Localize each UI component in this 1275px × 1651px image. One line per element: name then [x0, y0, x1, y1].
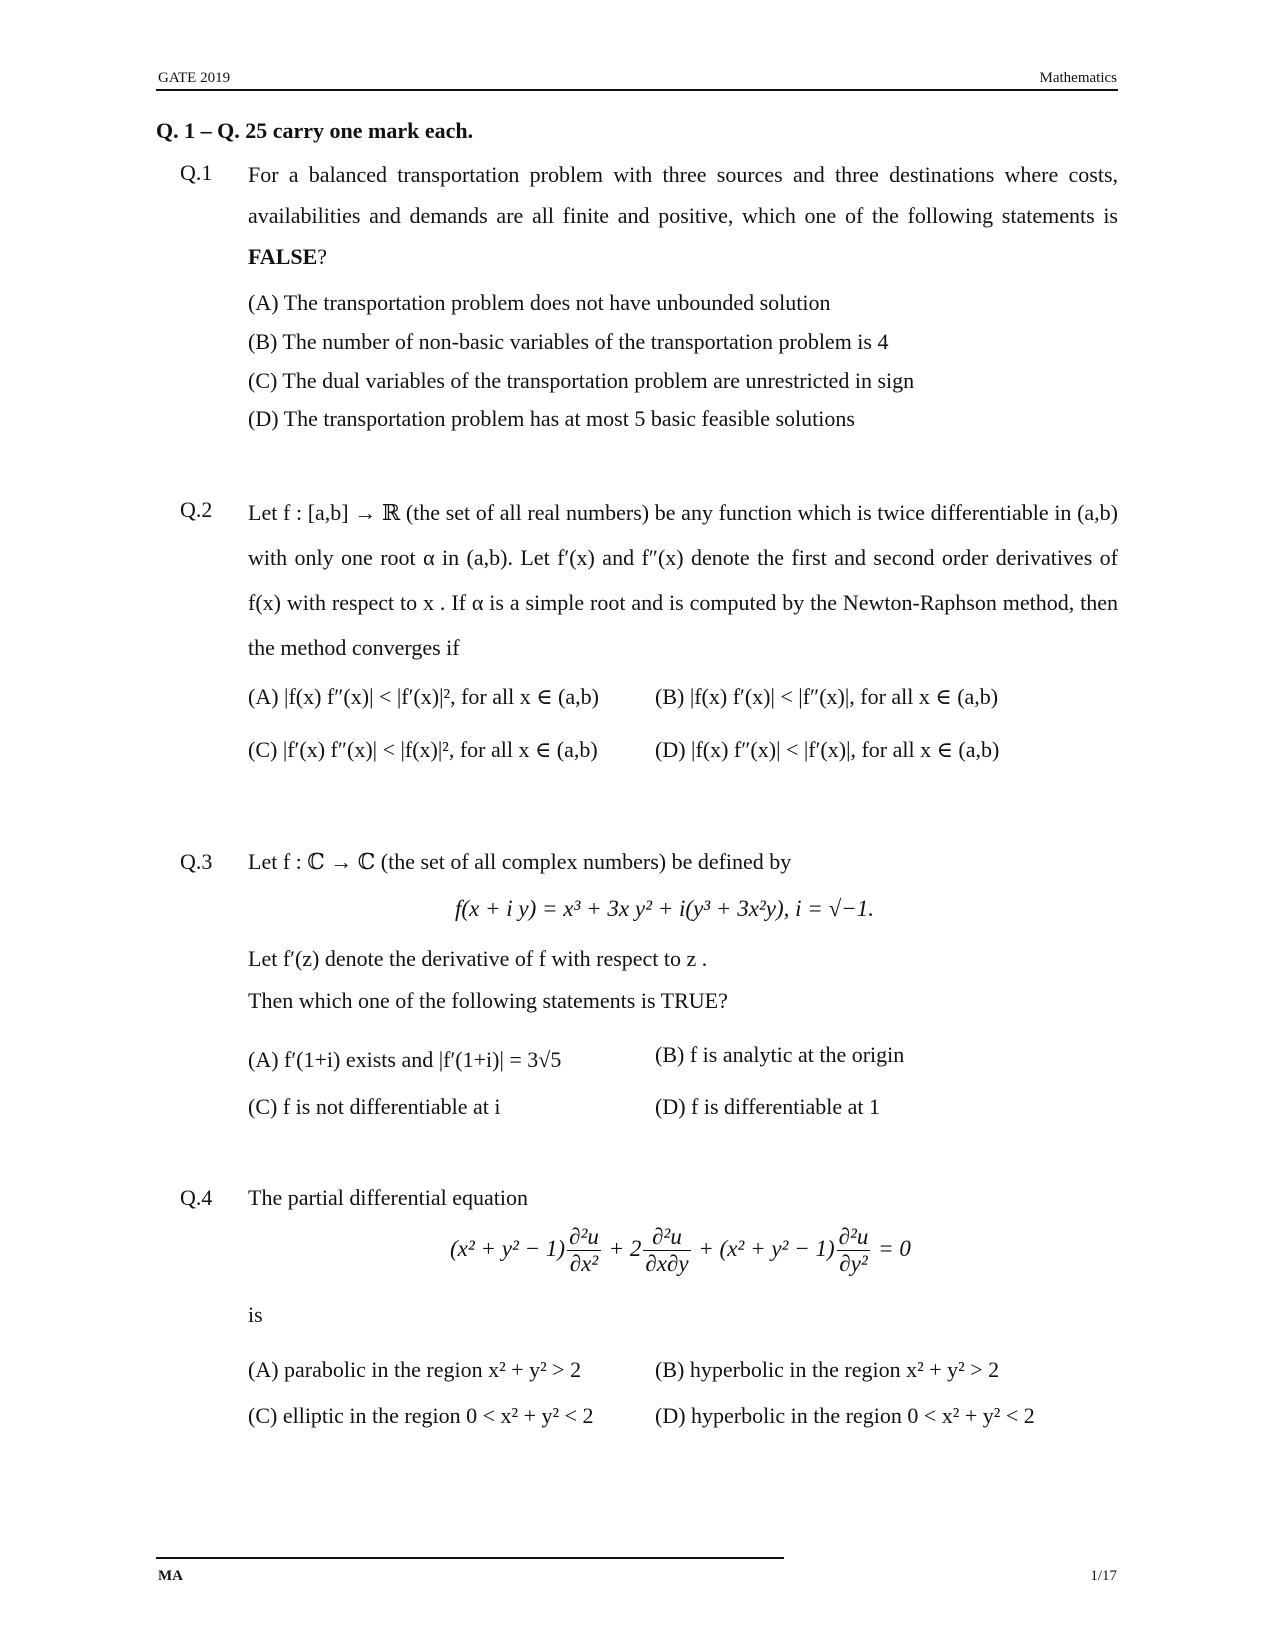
question-4-equation: [450, 1224, 911, 1277]
question-2-option-a[interactable]: (A) |f(x) f″(x)| < |f′(x)|², for all x ∈ (a,b): [248, 684, 599, 709]
question-3-number: Q.3: [180, 849, 213, 874]
pde-term-1-coefficient: (x² + y² − 1): [450, 1235, 566, 1261]
footer-divider: [156, 1557, 784, 1559]
question-3-option-a[interactable]: (A) f′(1+i) exists and |f′(1+i)| = 3√5: [248, 1047, 562, 1072]
question-1-option-c[interactable]: (C) The dual variables of the transportation problem are unrestricted in sign: [248, 368, 915, 393]
header-subject: Mathematics: [1039, 70, 1117, 86]
question-1-option-b[interactable]: (B) The number of non-basic variables of the transportation problem is 4: [248, 329, 889, 354]
footer-paper-code: MA: [158, 1568, 183, 1584]
footer-page-number: 1/17: [1090, 1568, 1117, 1584]
question-3-stem-2: Let f′(z) denote the derivative of f with respect to z .: [248, 946, 708, 971]
question-3-option-b[interactable]: (B) f is analytic at the origin: [655, 1042, 905, 1067]
question-1-stem-end: ?: [317, 244, 328, 269]
pde-rhs: = 0: [878, 1235, 911, 1261]
question-1-stem: [248, 154, 1118, 277]
question-2-option-c[interactable]: (C) |f′(x) f″(x)| < |f(x)|², for all x ∈ (a,b): [248, 737, 598, 762]
question-4-stem: The partial differential equation: [248, 1185, 528, 1210]
question-3-stem: Let f : ℂ → ℂ (the set of all complex numbers) be defined by: [248, 849, 792, 874]
question-1-option-a[interactable]: (A) The transportation problem does not have unbounded solution: [248, 290, 831, 315]
section-title: Q. 1 – Q. 25 carry one mark each.: [156, 118, 474, 143]
question-4-option-a[interactable]: (A) parabolic in the region x² + y² > 2: [248, 1357, 582, 1382]
question-2-option-b[interactable]: (B) |f(x) f′(x)| < |f″(x)|, for all x ∈ (a,b): [655, 684, 999, 709]
question-2-stem: Let f : [a,b] → ℝ (the set of all real numbers) be any function which is twice differentiable in (a,b) with only one root α in (a,b). Let f′(x) and f″(x) denote the first and second order derivatives of f(x) with respect to x . If α is a simple root and is computed by the Newton-Raphson method, then the method converges if: [248, 500, 1118, 660]
pde-term-1-denominator: ∂x²: [569, 1251, 599, 1276]
pde-term-3-denominator: ∂y²: [839, 1251, 868, 1276]
question-1-option-d[interactable]: (D) The transportation problem has at most 5 basic feasible solutions: [248, 406, 855, 431]
question-4-option-d[interactable]: (D) hyperbolic in the region 0 < x² + y² < 2: [655, 1403, 1035, 1428]
pde-term-2-denominator: ∂x∂y: [645, 1251, 689, 1276]
pde-term-1-fraction: [567, 1224, 601, 1277]
question-1-stem-emphasis: FALSE: [248, 244, 318, 269]
pde-term-2-numerator: ∂²u: [643, 1224, 690, 1251]
question-4-tail: is: [248, 1302, 263, 1327]
header-exam: GATE 2019: [158, 70, 231, 86]
question-3-stem-3: Then which one of the following statements is TRUE?: [248, 988, 728, 1013]
pde-term-3-numerator: ∂²u: [838, 1224, 869, 1249]
pde-term-1-numerator: ∂²u: [569, 1224, 599, 1249]
header-divider: [156, 89, 1118, 91]
question-3-option-d[interactable]: (D) f is differentiable at 1: [655, 1094, 881, 1119]
question-1-stem-text: For a balanced transportation problem with three sources and three destinations where costs, availabilities and demands are all finite and positive, which one of the following statements is: [248, 162, 1118, 228]
question-1-number: Q.1: [180, 160, 213, 185]
question-3-equation: f(x + i y) = x³ + 3x y² + i(y³ + 3x²y), i = √−1.: [455, 896, 874, 921]
pde-term-3-coefficient: + (x² + y² − 1): [698, 1235, 835, 1261]
pde-term-2-fraction: [643, 1224, 690, 1277]
question-3-option-c[interactable]: (C) f is not differentiable at i: [248, 1094, 501, 1119]
question-4-number: Q.4: [180, 1185, 213, 1210]
question-2-number: Q.2: [180, 497, 213, 522]
question-4-option-b[interactable]: (B) hyperbolic in the region x² + y² > 2: [655, 1357, 1000, 1382]
question-4-option-c[interactable]: (C) elliptic in the region 0 < x² + y² < 2: [248, 1403, 594, 1428]
pde-term-2-coefficient: + 2: [608, 1235, 642, 1261]
pde-term-3-fraction: [837, 1224, 871, 1277]
question-2-option-d[interactable]: (D) |f(x) f″(x)| < |f′(x)|, for all x ∈ (a,b): [655, 737, 1000, 762]
